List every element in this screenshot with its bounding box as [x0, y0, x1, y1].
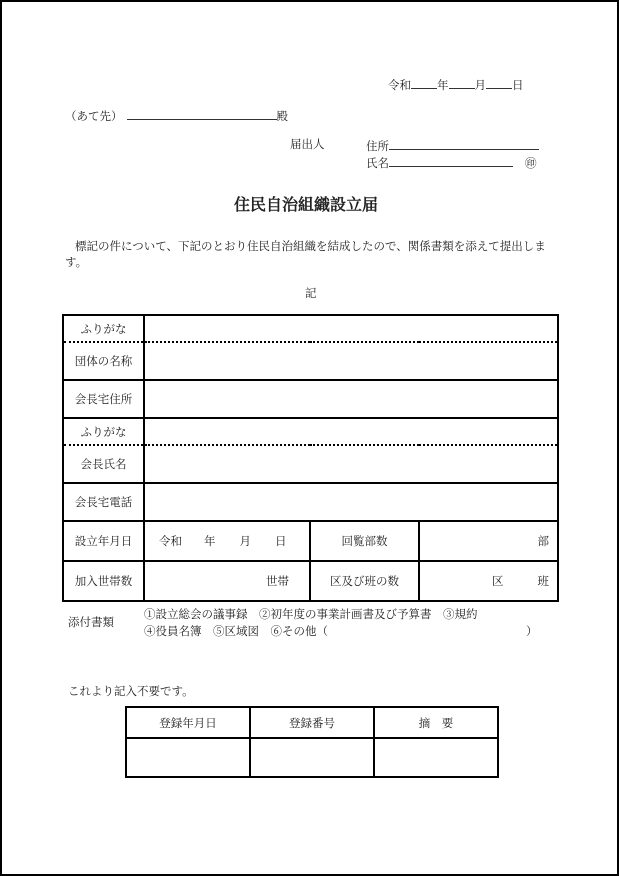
group-name-input[interactable] — [144, 342, 558, 380]
households-label: 加入世帯数 — [63, 561, 144, 601]
district-unit: 区 — [492, 574, 504, 588]
notifier-name-line — [366, 154, 537, 170]
district-label: 区及び班の数 — [310, 561, 419, 601]
chair-furigana-input[interactable] — [144, 418, 558, 445]
date-month-unit: 月 — [474, 78, 486, 92]
table-row — [126, 707, 498, 738]
date-month-blank[interactable] — [449, 76, 475, 89]
established-label: 設立年月日 — [63, 521, 144, 561]
attachments-line-2-text: ④役員名簿 ⑤区域図 ⑥その他（ — [144, 624, 328, 638]
notifier-name-label: 氏名 — [366, 156, 389, 170]
intro-text: 標記の件について、下記のとおり住民自治組織を結成したので、関係書類を添えて提出します。 — [65, 239, 546, 269]
table-row — [63, 445, 558, 483]
chair-name-input[interactable] — [144, 445, 558, 483]
chair-phone-input[interactable] — [144, 483, 558, 521]
attachments-line-1: ①設立総会の議事録 ②初年度の事業計画書及び予算書 ③規約 — [144, 607, 478, 621]
date-day-unit: 日 — [512, 78, 524, 92]
notifier-label: 届出人 — [290, 137, 325, 151]
registry-table — [125, 706, 499, 778]
addressee-honorific: 殿 — [276, 109, 288, 123]
notifier-address-blank[interactable] — [389, 137, 539, 150]
date-year-blank[interactable] — [411, 76, 437, 89]
registry-header-date: 登録年月日 — [126, 707, 250, 738]
furigana-input[interactable] — [144, 315, 558, 342]
households-input[interactable] — [144, 561, 310, 601]
furigana-label-2: ふりがな — [63, 418, 144, 445]
table-row — [126, 738, 498, 777]
group-unit: 班 — [537, 574, 549, 588]
table-row — [63, 380, 558, 418]
registry-number-cell — [250, 738, 374, 777]
circulation-input[interactable] — [419, 521, 558, 561]
established-era: 令和 — [159, 534, 182, 548]
seal-mark: ㊞ — [525, 156, 537, 170]
notifier-name-blank[interactable] — [389, 154, 513, 167]
group-name-label: 団体の名称 — [63, 342, 144, 380]
attachments-other-input[interactable] — [336, 624, 516, 638]
table-row — [63, 561, 558, 601]
established-year-unit: 年 — [204, 534, 216, 548]
table-row — [63, 483, 558, 521]
not-required-note: これより記入不要です。 — [68, 684, 194, 698]
furigana-label: ふりがな — [80, 321, 127, 336]
circulation-label: 回覧部数 — [310, 521, 419, 561]
notifier-address-label: 住所 — [366, 139, 389, 153]
date-year-unit: 年 — [437, 78, 449, 92]
notifier-address-line — [366, 137, 539, 153]
table-row — [63, 521, 558, 561]
addressee-prefix: （あて先） — [65, 109, 123, 123]
established-day-unit: 日 — [275, 534, 287, 548]
addressee-line — [65, 107, 288, 123]
table-row — [63, 342, 558, 380]
established-month-unit: 月 — [239, 534, 251, 548]
attachments-line-2 — [144, 624, 538, 638]
circulation-unit: 部 — [537, 534, 549, 548]
registry-header-number: 登録番号 — [250, 707, 374, 738]
table-row — [63, 418, 558, 445]
chair-name-label: 会長氏名 — [63, 445, 144, 483]
registry-summary-cell — [374, 738, 498, 777]
date-day-blank[interactable] — [486, 76, 512, 89]
date-line — [388, 76, 524, 92]
households-unit: 世帯 — [266, 574, 289, 588]
date-era: 令和 — [388, 78, 411, 92]
district-input[interactable] — [419, 561, 558, 601]
registry-header-summary: 摘 要 — [374, 707, 498, 738]
chair-address-label: 会長宅住所 — [63, 380, 144, 418]
document-title: 住民自治組織設立届 — [234, 195, 379, 214]
attachments-label: 添付書類 — [68, 615, 114, 629]
table-row — [63, 315, 558, 342]
ki-label: 記 — [305, 286, 317, 300]
chair-phone-label: 会長宅電話 — [63, 483, 144, 521]
established-date-input[interactable] — [144, 521, 310, 561]
registry-date-cell — [126, 738, 250, 777]
chair-address-input[interactable] — [144, 380, 558, 418]
application-table — [62, 314, 559, 602]
attachments-line-2-close: ） — [526, 624, 538, 638]
addressee-blank[interactable] — [127, 107, 277, 120]
